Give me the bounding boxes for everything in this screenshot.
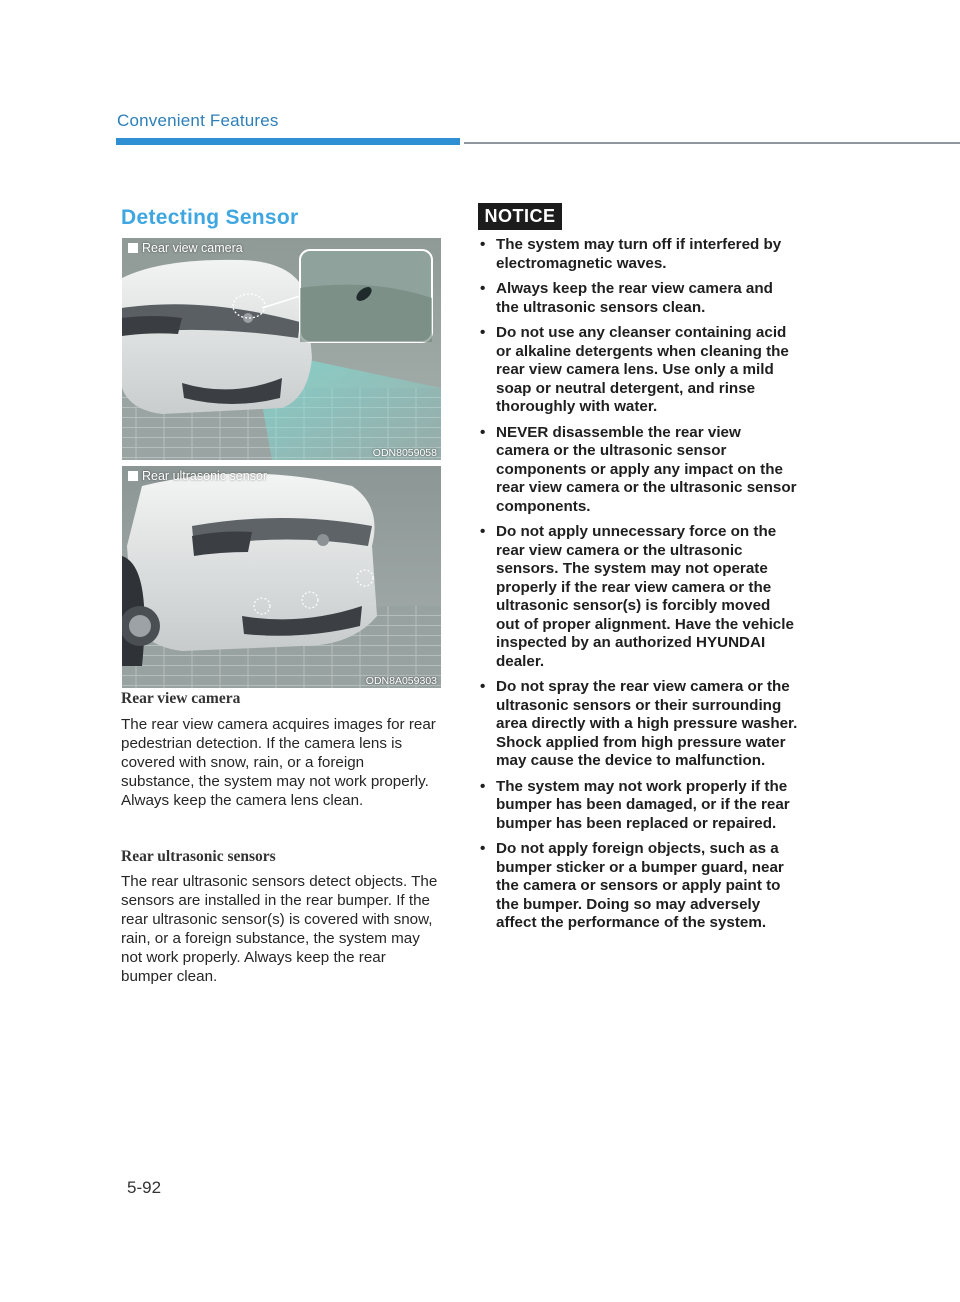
rear-camera-paragraph: The rear view camera acquires images for rear pedestrian detection. If the camera lens is covered with snow, rain, or a foreign substance, the system may not work properly. Always keep the camera lens clean. <box>121 716 436 809</box>
notice-item <box>478 778 798 834</box>
notice-item-text: NEVER disassemble the rear view camera or the ultrasonic sensor components or apply any impact on the rear view camera or the ultrasonic sensor components. <box>496 423 797 515</box>
header-accent-rule <box>116 138 460 145</box>
figure-label <box>128 469 267 483</box>
notice-item <box>478 424 798 517</box>
bullet-icon: • <box>480 423 486 441</box>
notice-item-text: Always keep the rear view camera and the ultrasonic sensors clean. <box>496 280 773 316</box>
notice-item <box>478 523 798 671</box>
square-bullet-icon <box>128 471 138 481</box>
notice-item-text: The system may not work properly if the bumper has been damaged, or if the rear bumper has been replaced or repaired. <box>496 777 790 832</box>
notice-item <box>478 236 798 273</box>
figure-rear-view-camera <box>122 238 441 460</box>
notice-item <box>478 678 798 771</box>
bullet-icon: • <box>480 236 486 253</box>
page-number: 5-92 <box>127 1178 162 1197</box>
bullet-icon: • <box>480 678 486 695</box>
figure-label-text: Rear view camera <box>142 241 243 255</box>
figure-label-text: Rear ultrasonic sensor <box>142 469 268 483</box>
notice-list <box>478 236 798 940</box>
rear-sensor-illustration <box>122 466 441 688</box>
square-bullet-icon <box>128 243 138 253</box>
figure-rear-ultrasonic-sensor <box>122 466 441 688</box>
figure-code: ODN8059058 <box>372 447 437 459</box>
notice-item <box>478 324 798 417</box>
chapter-title: Convenient Features <box>117 111 279 130</box>
rear-camera-illustration <box>122 238 441 460</box>
notice-item-text: Do not spray the rear view camera or the ultrasonic sensors or their surrounding area directly with a high pressure washer. Shock applied from high pressure water may cause the device to malfunction. <box>496 678 798 769</box>
notice-badge: NOTICE <box>478 203 562 230</box>
figure-label <box>128 241 243 255</box>
rear-sensors-heading: Rear ultrasonic sensors <box>121 848 276 865</box>
notice-item-text: The system may turn off if interfered by electromagnetic waves. <box>496 236 782 272</box>
notice-item-text: Do not use any cleanser containing acid or alkaline detergents when cleaning the rear view camera lens. Use only a mild soap or neutral detergent, and rinse thoroughly with water. <box>496 324 789 415</box>
notice-item-text: Do not apply unnecessary force on the rear view camera or the ultrasonic sensors. The system may not operate properly if the rear view camera or the ultrasonic sensor(s) is forcibly moved out of proper alignment. Have the vehicle inspected by an authorized HYUNDAI dealer. <box>496 523 794 670</box>
bullet-icon: • <box>480 777 486 795</box>
notice-item <box>478 840 798 933</box>
bullet-icon: • <box>480 324 486 341</box>
header-divider-rule <box>464 142 960 144</box>
notice-item-text: Do not apply foreign objects, such as a bumper sticker or a bumper guard, near the camera or sensors or apply paint to the bumper. Doing so may adversely affect the performance of the system. <box>496 840 784 931</box>
bullet-icon: • <box>480 840 486 857</box>
notice-item <box>478 280 798 317</box>
bullet-icon: • <box>480 280 486 297</box>
bullet-icon: • <box>480 523 486 540</box>
figure-code: ODN8A059303 <box>365 675 437 687</box>
section-title: Detecting Sensor <box>121 206 299 229</box>
rear-camera-heading: Rear view camera <box>121 690 241 707</box>
rear-sensors-paragraph: The rear ultrasonic sensors detect objects. The sensors are installed in the rear bumper. If the rear ultrasonic sensor(s) is covered with snow, rain, or a foreign substance, the system may not work properly. Always keep the rear bumper clean. <box>121 873 438 985</box>
